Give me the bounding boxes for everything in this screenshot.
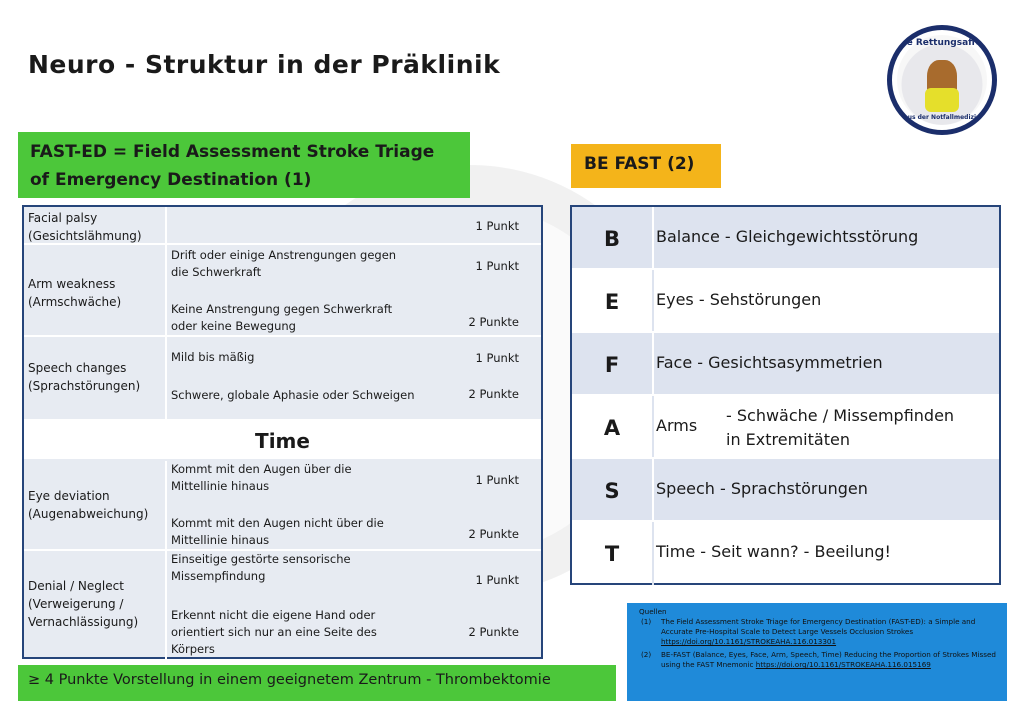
letter-s: S [604,479,620,503]
row-text: Eyes - Sehstörungen [656,290,822,309]
table-row [572,333,999,396]
sources-title: Quellen [639,607,667,616]
source-link[interactable]: https://doi.org/10.1161/STROKEAHA.116.013301 [661,637,837,646]
logo-text-bottom: aus der Notfallmedizin [903,114,981,121]
points-label: 2 Punkte [468,527,519,541]
fast-ed-header-line2: of Emergency Destination (1) [30,170,312,190]
points-label: 1 Punkt [475,259,519,273]
category-facial-palsy: Facial palsy (Gesichtslähmung) [28,211,142,243]
be-fast-header: BE FAST (2) [571,144,721,188]
points-label: 2 Punkte [468,625,519,639]
table-row [24,551,541,659]
fast-ed-footer: ≥ 4 Punkte Vorstellung in einem geeignetem Zentrum - Thrombektomie [18,665,616,701]
points-label: 1 Punkt [475,573,519,587]
page-title: Neuro - Struktur in der Präklinik [28,50,501,79]
table-row [24,337,541,421]
description: Schwere, globale Aphasie oder Schweigen [171,388,415,402]
category-arm-weakness: Arm weakness (Armschwäche) [28,277,122,309]
row-label: Arms [656,416,698,435]
fast-ed-table [22,205,543,659]
letter-a: A [603,416,621,440]
fast-ed-header [18,132,470,198]
row-text: Face - Gesichtsasymmetrien [656,353,883,372]
table-row [572,207,999,270]
letter-t: T [604,542,620,566]
description: Mild bis mäßig [171,350,255,364]
table-row [572,396,999,459]
points-label: 2 Punkte [468,387,519,401]
source-item: (2) BE-FAST (Balance, Eyes, Face, Arm, Speech, Time) Reducing the Proportion of Strokes Missed using the FAST Mnemonic https://doi.org/10.1161/STROKEAHA.116.015169 [641,650,996,669]
source-link[interactable]: https://doi.org/10.1161/STROKEAHA.116.015169 [755,660,931,669]
description: Kommt mit den Augen nicht über die Mittellinie hinaus [171,516,384,547]
table-row [572,459,999,522]
category-denial-neglect: Denial / Neglect (Verweigerung / Vernachlässigung) [28,579,139,629]
table-row [24,207,541,245]
row-text: - Schwäche / Missempfinden in Extremitäten [726,406,955,449]
row-text: Speech - Sprachstörungen [656,479,868,498]
description: Einseitige gestörte sensorische Missempfindung [171,552,351,583]
row-text: Balance - Gleichgewichtsstörung [656,227,919,246]
letter-f: F [604,353,620,377]
logo-text-top: Die Rettungsaffen [896,38,988,48]
letter-e: E [604,290,620,314]
be-fast-table [570,205,1001,585]
description: Keine Anstrengung gegen Schwerkraft oder keine Bewegung [171,302,393,333]
points-label: 2 Punkte [468,315,519,329]
category-speech-changes: Speech changes (Sprachstörungen) [28,361,141,393]
sources-box [627,603,1007,701]
row-text: Time - Seit wann? - Beeilung! [656,542,891,561]
description: Erkennt nicht die eigene Hand oder orientiert sich nur an eine Seite des Körpers [171,608,377,656]
logo [887,25,997,135]
table-row [24,245,541,337]
time-divider-row [24,421,541,461]
fast-ed-header-line1: FAST-ED = Field Assessment Stroke Triage [30,142,435,162]
points-label: 1 Punkt [475,219,519,233]
description: Kommt mit den Augen über die Mittellinie hinaus [171,462,352,493]
time-label: Time [255,429,310,453]
table-row [572,270,999,333]
points-label: 1 Punkt [475,473,519,487]
table-row [24,461,541,551]
source-item: (1) The Field Assessment Stroke Triage for Emergency Destination (FAST-ED): a Simple and Accurate Pre-Hospital Scale to Detect Large Vessels Occlusion Strokes https://doi.org/10.1161/STROKEAHA.116.013301 [641,617,976,646]
letter-b: B [603,227,620,251]
points-label: 1 Punkt [475,351,519,365]
table-row [572,522,999,585]
description: Drift oder einige Anstrengungen gegen die Schwerkraft [171,248,397,279]
vest-icon [925,88,959,112]
category-eye-deviation: Eye deviation (Augenabweichung) [28,489,149,521]
